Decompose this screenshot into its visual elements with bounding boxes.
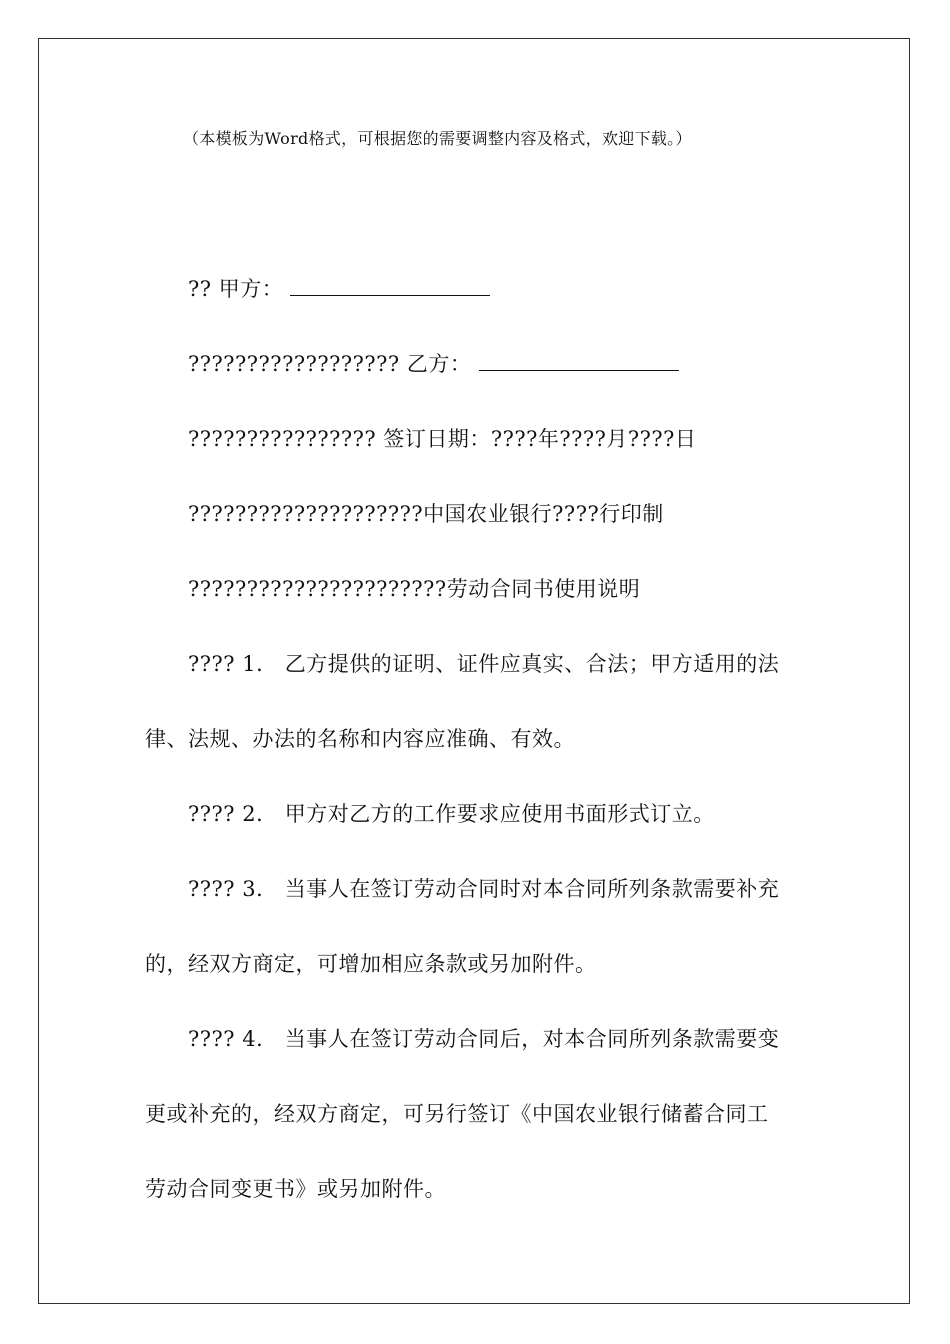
- item-3-line-2: 的，经双方商定，可增加相应条款或另加附件。: [145, 952, 597, 976]
- item-2-line-1: ???? 2． 甲方对乙方的工作要求应使用书面形式订立。: [188, 802, 715, 826]
- party-a-blank: [290, 277, 490, 296]
- template-notice: （本模板为Word格式，可根据您的需要调整内容及格式，欢迎下载。）: [183, 129, 692, 148]
- item-4-line-1: ???? 4． 当事人在签订劳动合同后，对本合同所列条款需要变: [188, 1027, 780, 1051]
- sign-date: ???????????????? 签订日期：????年????月????日: [188, 427, 697, 451]
- item-4-line-3: 劳动合同变更书》或另加附件。: [145, 1177, 446, 1201]
- instructions-title: ??????????????????????劳动合同书使用说明: [188, 577, 641, 601]
- party-b-label: ?????????????????? 乙方：: [188, 352, 472, 376]
- party-b-row: [188, 352, 679, 376]
- item-1-line-1: ???? 1． 乙方提供的证明、证件应真实、合法；甲方适用的法: [188, 652, 780, 676]
- item-4-line-2: 更或补充的，经双方商定，可另行签订《中国农业银行储蓄合同工: [145, 1102, 769, 1126]
- item-3-line-1: ???? 3． 当事人在签订劳动合同时对本合同所列条款需要补充: [188, 877, 780, 901]
- party-a-row: [188, 277, 490, 301]
- item-1-line-2: 律、法规、办法的名称和内容应准确、有效。: [145, 727, 575, 751]
- party-b-blank: [479, 352, 679, 371]
- party-a-label: ?? 甲方：: [188, 277, 284, 301]
- printer-line: ????????????????????中国农业银行????行印制: [188, 502, 664, 526]
